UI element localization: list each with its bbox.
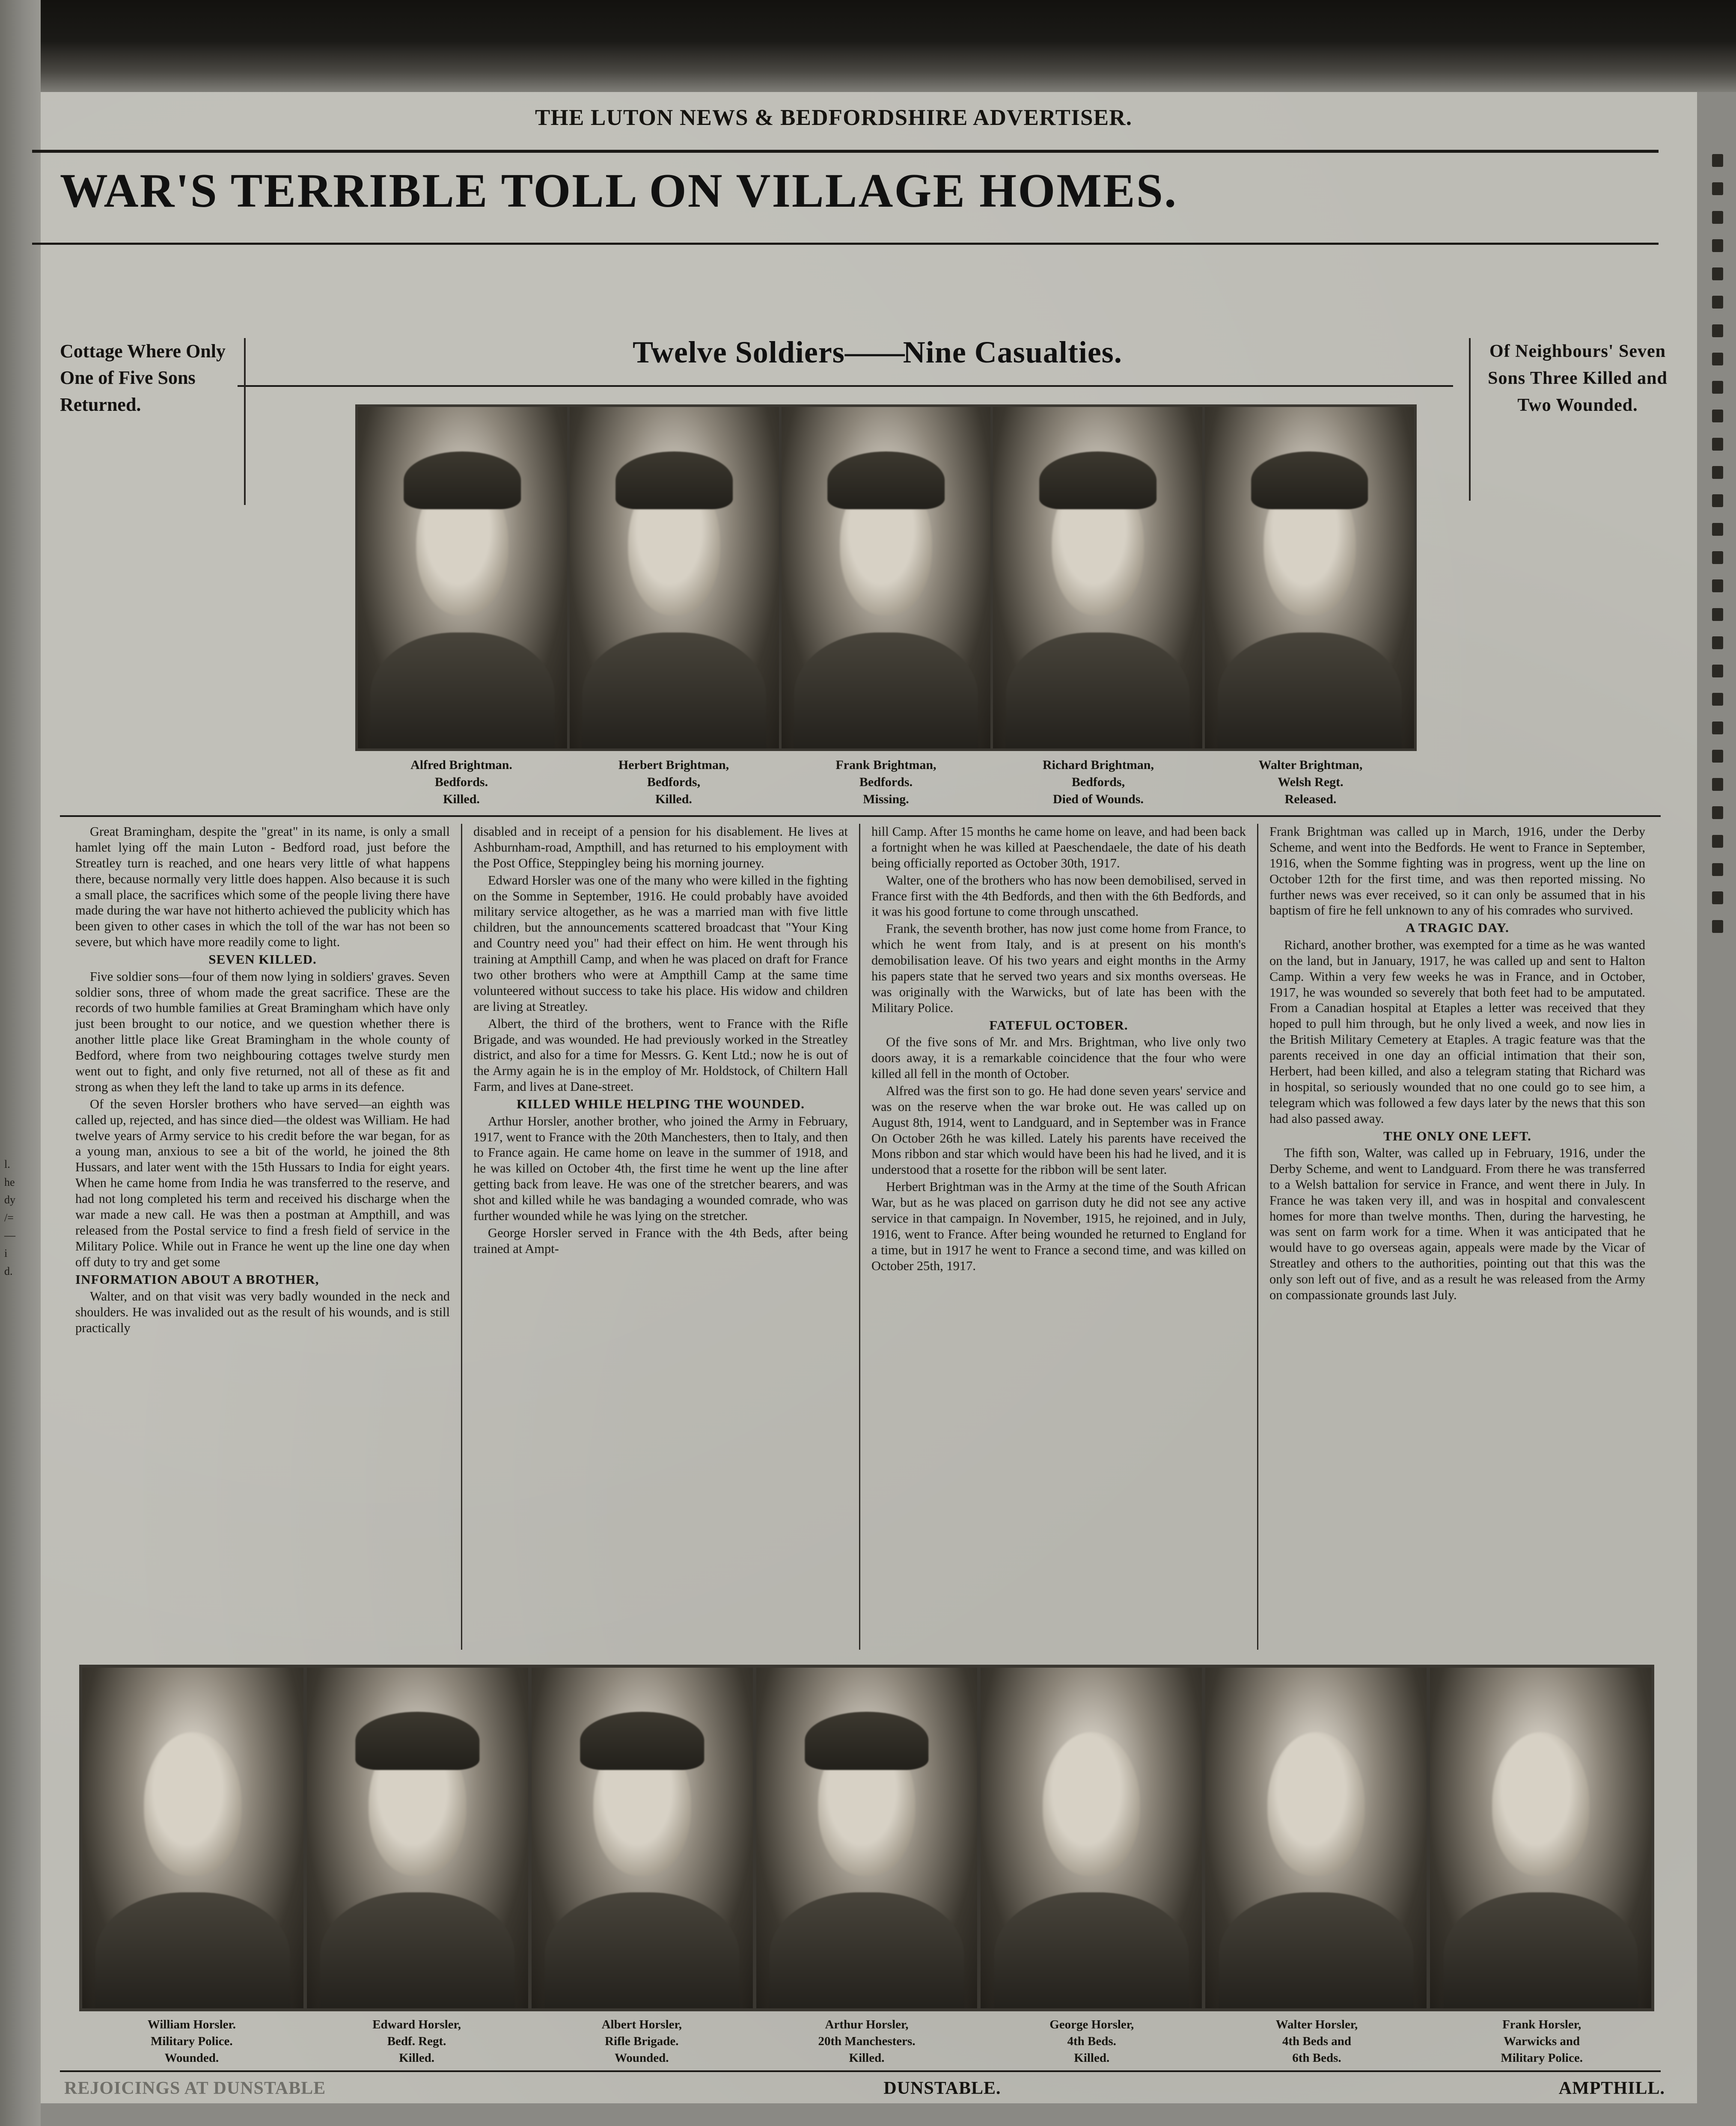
caption-unit: Rifle Brigade. [605,2034,679,2049]
paragraph: Of the seven Horsler brothers who have served—an eighth was called up, rejected, and has since died—the oldest was William. He had twelve years of Army service to his credit before the war began, for as a young man, anxious to see a bit of the world, he joined the 8th Hussars, and later went with the 15th Hussars to India for eight years. When he came home from India he was transferred to the reserve, and had not long completed his term and received his discharge when the war made a new call. He was then a postman at Ampthill, and was released from the Postal service to find a fresh field of service in the Military Police. While out in France he went up the line one day when off duty to try and get some [75,1096,450,1269]
margin-mark: i [4,1247,8,1259]
rule-bottom [60,2070,1661,2072]
caption-row-bottom [79,2016,1654,2067]
caption-name: Frank Horsler, [1502,2018,1581,2031]
masthead-title: THE LUTON NEWS & BEDFORDSHIRE ADVERTISER. [535,105,1133,130]
subheadline-dash: —— [844,335,903,369]
paragraph: Five soldier sons—four of them now lying in soldiers' graves. Seven soldier sons, three of whom made the great sacrifice. These are the records of two humble families at Great Bramingham which have only just been brought to our notice, and we question whether there is another little place like Great Bramingham in the whole county of Bedford, where from two neighbouring cottages twelve sturdy men went out to fight, and only five returned, not all of these as fit and strong as when they left the land to take up arms in its defence. [75,969,450,1094]
paragraph: Edward Horsler was one of the many who were killed in the fighting on the Somme in September, 1916. He could probably have avoided military service altogether, as he was a married man with five little children, but the announcements scattered broadcast that "Your King and Country need you" had their effect on him. He went through his training at Ampthill Camp, and when he was placed on draft for France two other brothers who were at Ampthill Camp at the same time volunteered without success to take his place. His widow and children are living at Streatley. [473,873,848,1014]
rule-under-headline [32,243,1659,245]
portrait-richard-brightman [993,407,1202,748]
article-column-1 [64,824,462,1650]
paragraph: Arthur Horsler, another brother, who joined the Army in February, 1917, went to France with the 20th Manchesters, then to Italy, and then to France again. He came home on leave in the summer of 1918, and he was killed on October 4th, the first time he went up the line after getting back from leave. He was one of the stretcher bearers, and was shot and killed while he was bandaging a wounded comrade, who was further wounded while he was lying on the stretcher. [473,1113,848,1223]
paragraph: Albert, the third of the brothers, went to France with the Rifle Brigade, and was wounded. He had previously worked in the Streatley district, and also for a time for Messrs. G. Kent Ltd.; now he is out of the Army again he is in the employ of Mr. Holdstock, of Chiltern Hall Farm, and lives at Dane-street. [473,1016,848,1094]
article-column-4 [1258,824,1656,1650]
left-margin-marks [4,1155,41,1280]
caption-status: Released. [1284,792,1337,806]
subheadline-left: Twelve Soldiers [633,335,845,369]
footer-heading-1: REJOICINGS AT DUNSTABLE [64,2078,326,2098]
caption-status: 6th Beds. [1292,2051,1341,2065]
next-article-headings [64,2078,1665,2104]
caption-status: Killed. [399,2051,435,2065]
paragraph: Richard, another brother, was exempted for a time as he was wanted on the land, but in January, 1917, he was called up and sent to Halton Camp. Within a very few weeks he was in France, and in October, 1917, he was wounded so severely that both feet had to be amputated. From a Canadian hospital at Etaples a letter was received that they hoped to pull him through, but he only lived a week, and now lies in the British Military Cemetery at Etaples. A tragic feature was that the parents received in one day an official intimation that their son, Herbert, had been killed, and also a telegram stating that Richard was in hospital, so seriously wounded that no one could go to see him, a telegram which was followed a few days later by the news that this son had also passed away. [1269,937,1645,1126]
kicker-right: Of Neighbours' Seven Sons Three Killed and Two Wounded. [1488,341,1668,415]
caption-unit: 4th Beds and [1282,2034,1352,2049]
caption-unit: Bedfords, [1071,775,1125,789]
caption-name: Frank Brightman, [835,758,936,772]
portrait-strip-bottom [79,1665,1654,2011]
section-heading-seven-killed: SEVEN KILLED. [208,952,317,967]
paragraph: hill Camp. After 15 months he came home on leave, and had been back a fortnight when he was killed at Paeschendaele, the date of his death being officially reported as October 30th, 1917. [871,824,1246,870]
caption-unit: Bedfords. [434,775,488,789]
page-headline: WAR'S TERRIBLE TOLL ON VILLAGE HOMES. [60,164,1178,217]
portrait-albert-horsler [532,1668,753,2008]
caption-edward-horsler [304,2016,529,2067]
portrait-walter-brightman [1205,407,1414,748]
portrait-frank-brightman [782,407,991,748]
rule-top [32,150,1659,153]
portrait-frank-horsler [1430,1668,1651,2008]
caption-status: Wounded. [615,2051,669,2065]
paragraph: Walter, one of the brothers who has now been demobilised, served in France first with the 4th Bedfords, and then with the 6th Bedfords, and it was his good fortune to come through unscathed. [871,873,1246,919]
caption-frank-horsler [1429,2016,1654,2067]
caption-status: Military Police. [1501,2051,1583,2065]
caption-status: Died of Wounds. [1052,792,1144,806]
caption-unit: 20th Manchesters. [818,2034,916,2049]
caption-status: Killed. [849,2051,885,2065]
section-heading-fateful-october: FATEFUL OCTOBER. [989,1017,1128,1033]
section-heading-the-only-one-left: THE ONLY ONE LEFT. [1383,1128,1531,1143]
paragraph: disabled and in receipt of a pension for his disablement. He lives at Ashburnham-road, Ampthill, and has returned to his employment with the Post Office, Steppingley being his morning journey. [473,824,848,870]
caption-herbert-brightman [568,757,780,808]
caption-unit: Welsh Regt. [1278,775,1344,789]
caption-status: Killed. [655,792,692,806]
portrait-george-horsler [981,1668,1202,2008]
portrait-herbert-brightman [570,407,779,748]
paragraph: Herbert Brightman was in the Army at the time of the South African War, but as he was placed on garrison duty he did not see any active service in that campaign. In November, 1915, he rejoined, and in July, 1916, went to France. After being wounded he returned to England for a time, but in 1917 he went to France a second time, and was killed on October 25th, 1917. [871,1179,1246,1273]
article-column-2 [462,824,860,1650]
caption-status: Killed. [443,792,480,806]
caption-frank-brightman [780,757,992,808]
caption-name: Walter Horsler, [1275,2018,1358,2031]
film-sprocket-column [1709,154,1728,933]
caption-unit: 4th Beds. [1067,2034,1116,2049]
caption-unit: Military Police. [151,2034,233,2049]
caption-name: Richard Brightman, [1042,758,1154,772]
vertical-rule-left [244,338,246,505]
margin-mark: he [4,1176,15,1188]
caption-walter-brightman [1204,757,1417,808]
margin-mark: — [4,1229,15,1242]
margin-mark: d. [4,1265,13,1277]
caption-status: Wounded. [164,2051,219,2065]
portrait-edward-horsler [307,1668,528,2008]
article-body [64,824,1656,1650]
caption-row-top [355,757,1417,808]
portrait-arthur-horsler [756,1668,978,2008]
caption-walter-horsler [1204,2016,1430,2067]
caption-unit: Warwicks and [1504,2034,1580,2049]
paragraph: Great Bramingham, despite the "great" in its name, is only a small hamlet lying off the main Luton - Bedford road, just before the Streatley turn is reached, and one hears very little of what happens there, because normally very little does happen. Also because it is such a small place, the sacrifices which some of the people living there have made during the war have not hitherto achieved the publicity which has been given to other cases in which the toll of the war has not been so severe, but which have more readily come to light. [75,824,450,950]
paragraph: Frank Brightman was called up in March, 1916, under the Derby Scheme, and went into the Bedfords. He went to France in September, 1916, when the Somme fighting was in progress, went up the line on October 12th for the first time, and was then reported missing. No further news was ever received, so it can only be assumed that in his baptism of fire he fell unknown to any of his comrades who survived. [1269,824,1645,918]
caption-name: George Horsler, [1049,2018,1134,2031]
portrait-walter-horsler [1205,1668,1427,2008]
scan-left-band [0,0,41,2126]
caption-name: Walter Brightman, [1258,758,1363,772]
caption-name: Albert Horsler, [601,2018,682,2031]
caption-name: Edward Horsler, [372,2018,461,2031]
caption-status: Killed. [1074,2051,1110,2065]
caption-status: Missing. [863,792,909,806]
caption-name: Herbert Brightman, [618,758,729,772]
paragraph: Walter, and on that visit was very badly wounded in the neck and shoulders. He was invalided out as the result of his wounds, and is still practically [75,1289,450,1335]
subheadline-right: Nine Casualties. [903,335,1122,369]
paragraph: Alfred was the first son to go. He had done seven years' service and was on the reserve when the war broke out. He was called up on August 8th, 1914, went to Landguard, and in September was in France On October 26th he was killed. Lately his parents have received the Mons ribbon and star which would have been his had he lived, and it is understood that a rosette for the ribbon will be sent later. [871,1083,1246,1177]
article-column-3 [860,824,1258,1650]
paragraph: Of the five sons of Mr. and Mrs. Brightman, who live only two doors away, it is a remarkable coincidence that the four who were killed all fell in the month of October. [871,1035,1246,1081]
vertical-rule-right [1469,338,1471,501]
portrait-strip-top [355,404,1417,751]
caption-name: Alfred Brightman. [410,758,512,772]
kicker-left: Cottage Where Only One of Five Sons Returned. [60,341,226,415]
page-subheadline [330,335,1425,370]
section-heading-a-tragic-day: A TRAGIC DAY. [1406,920,1509,935]
footer-heading-3: AMPTHILL. [1558,2078,1665,2098]
margin-mark: /= [4,1211,14,1224]
portrait-alfred-brightman [358,407,567,748]
caption-name: Arthur Horsler, [825,2018,909,2031]
margin-mark: dy [4,1194,15,1206]
caption-alfred-brightman [355,757,568,808]
paragraph: Frank, the seventh brother, has now just come home from France, to which he went from Italy, and is at present on his month's demobilisation leave. Of his two years and eight months in the Army his papers state that he served two years and six months overseas. He was originally with the Warwicks, but of late has been with the Military Police. [871,921,1246,1015]
caption-arthur-horsler [754,2016,979,2067]
caption-george-horsler [979,2016,1204,2067]
caption-name: William Horsler. [147,2018,236,2031]
rule-under-photos [60,815,1661,817]
footer-heading-2: DUNSTABLE. [883,2078,1001,2098]
paragraph: The fifth son, Walter, was called up in February, 1916, under the Derby Scheme, and went to Landguard. From there he was transferred to a Welsh battalion for service in France, and went there in July. In France he was taken very ill, and was in hospital and convalescent homes for more than twelve months. Then, during the harvesting, he was sent on farm work for a time. When it was anticipated that he would have to go overseas again, appeals were made by the Vicar of Streatley and others to the authorities, pointing out that this was the only son left out of five, and as a result he was released from the Army on compassionate grounds last July. [1269,1146,1645,1303]
margin-mark: l. [4,1158,10,1170]
caption-unit: Bedfords. [859,775,913,789]
section-heading-information-about-a-brother: INFORMATION ABOUT A BROTHER, [75,1271,319,1287]
section-heading-killed-while-helping-the-wounded: KILLED WHILE HELPING THE WOUNDED. [517,1096,805,1112]
caption-albert-horsler [529,2016,754,2067]
scan-top-band [0,0,1736,92]
caption-richard-brightman [992,757,1204,808]
rule-under-subheadline [238,385,1453,387]
paragraph: George Horsler served in France with the 4th Beds, after being trained at Ampt- [473,1225,848,1256]
portrait-william-horsler [82,1668,303,2008]
caption-unit: Bedfords, [647,775,701,789]
caption-william-horsler [79,2016,304,2067]
caption-unit: Bedf. Regt. [387,2034,446,2049]
